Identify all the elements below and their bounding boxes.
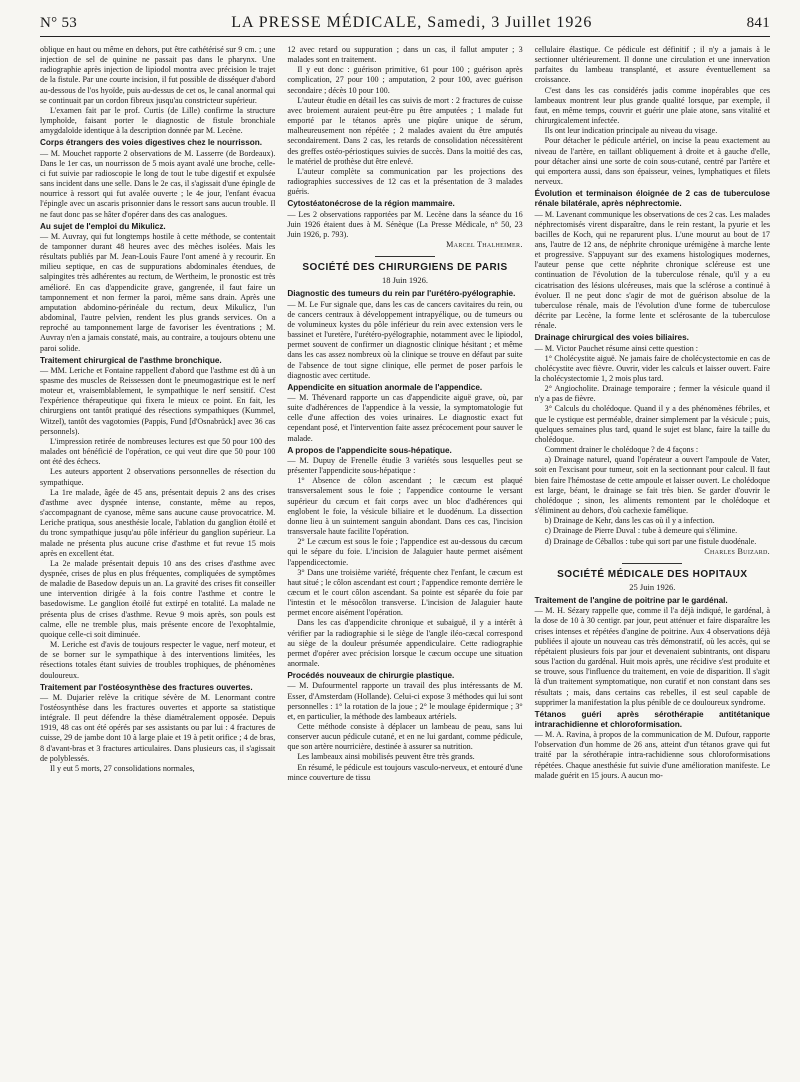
section-heading: Diagnostic des tumeurs du rein par l'urétéro-pyélographie.: [287, 289, 516, 299]
paragraph: La 2e malade présentait depuis 10 ans des crises d'asthme avec dyspnée, crises de plus en plus fréquentes, compliquées de symptômes de maladie de Basedow depuis un an. La gravité des crises fit conseiller une intervention dirigée à la fois contre l'asthme et contre le basedowisme. Le ganglion étoilé fut extirpé en totalité. La malade ne présenta plus de crises d'asthme. Revue 9 mois après, son pouls est calme, elle ne tremble plus, mais présente encore de l'exophtalmie, quoique celle-ci soit diminuée.: [40, 558, 276, 639]
paragraph: 1° Absence de côlon ascendant ; le cæcum est plaqué transversalement sous le foie ; l'appendice contourne le versant supérieur du cæcum et fait corps avec un bloc d'adhérences qui englobent le foie, la vésicule biliaire et le duodénum. La dissection donne lieu à un suintement sanguin abondant. Dans ces cas, l'incision transversale haute facilite l'opération.: [287, 476, 523, 537]
paragraph: En résumé, le pédicule est toujours vasculo-nerveux, et entouré d'une mince couverture de tissu: [287, 762, 523, 782]
section-heading: Traitement de l'angine de poitrine par le gardénal.: [534, 596, 728, 606]
paragraph: — M. A. Ravina, à propos de la communication de M. Dufour, rapporte l'observation d'un homme de 26 ans, atteint d'un tétanos grave qui fut traité par la sérothérapie intra-rachidienne sous chloroformisations répétées. Chaque anesthésie fut suivie d'une amélioration manifeste. Le malade guérit en 15 jours. A aucun mo-: [534, 730, 770, 780]
journal-title: LA PRESSE MÉDICALE, Samedi, 3 Juillet 1926: [231, 14, 593, 31]
column-1: [40, 45, 275, 783]
paragraph: 2° Le cæcum est sous le foie ; l'appendice est au-dessous du cæcum qui le sépare du foie. L'incision de Jalaguier haute permet aisément l'appendicectomie.: [287, 537, 523, 567]
paragraph: Les auteurs apportent 2 observations personnelles de résection du sympathique.: [40, 467, 276, 487]
paragraph: 3° Calculs du cholédoque. Quand il y a des phénomènes fébriles, et que le cystique est perméable, drainer simplement par la vésicule ; puis, quelques semaines plus tard, quand le sujet est blanc, faire la taille du cholédoque.: [534, 404, 770, 444]
paragraph: — MM. Leriche et Fontaine rappellent d'abord que l'asthme est dû à un spasme des muscles de Reissessen dont le pneumogastrique est le nerf moteur et, vraisemblablement, le sympathique le nerf sensitif. C'est l'expérience thérapeutique qui fixera le mieux ce point. En fait, les chirurgiens ont tantôt pratiqué des résections sympathiques (Kummel, Witzel), tantôt des vagotomies (Pappis, Fund [d'Osnabrück] avec 36 cas personnels).: [40, 365, 276, 436]
divider: [375, 256, 435, 257]
section-heading: Drainage chirurgical des voies biliaires.: [534, 333, 689, 343]
paragraph: — M. Dufourmentel rapporte un travail des plus intéressants de M. Esser, d'Amsterdam (Hollande). Celui-ci expose 3 méthodes qui lui sont personnelles : 1° la rotation de la joue ; 2° le moulage épidermique ; 3° et, en particulier, la méthode des lambeaux artériels.: [287, 681, 523, 721]
paragraph: cellulaire élastique. Ce pédicule est définitif ; il n'y a jamais à le sectionner ultérieurement. Il donne une circulation et une innervation parfaites du lambeau transplanté, et assure éventuellement sa croissance.: [534, 45, 770, 85]
paragraph: Comment drainer le cholédoque ? de 4 façons :: [544, 445, 699, 455]
paragraph: — M. Dupuy de Frenelle étudie 3 variétés sous lesquelles peut se présenter l'appendicite sous-hépatique :: [287, 455, 523, 476]
paragraph: Les lambeaux ainsi mobilisés peuvent être très grands.: [297, 752, 475, 762]
paragraph: Ils ont leur indication principale au niveau du visage.: [544, 126, 718, 136]
society-heading: SOCIÉTÉ DES CHIRURGIENS DE PARIS: [302, 262, 508, 274]
section-heading: Procédés nouveaux de chirurgie plastique.: [287, 671, 455, 681]
paragraph: La 1re malade, âgée de 45 ans, présentait depuis 2 ans des crises d'asthme avec dyspnée intense, constante, même au repos, s'accompagnant de cyanose, même sans aucune cause provocatrice. M. Leriche pratiqua, sous anesthésie locale, l'ablation du ganglion étoilé et du tronc sympathique jusqu'au pôle inférieur du ganglion supérieur. La malade ne présenta plus aucune crise d'asthme et fut revue 15 mois après en excellent état.: [40, 487, 276, 558]
divider: [622, 563, 682, 564]
paragraph: 1° Cholécystite aiguë. Ne jamais faire de cholécystectomie en cas de cholécystite avec fièvre. Ouvrir, vider les calculs et laisser ouvert. Faire la cholécystectomie 1, 2 mois plus tard.: [534, 353, 770, 383]
paragraph: M. Leriche est d'avis de toujours respecter le vague, nerf moteur, et de se borner sur le sympathique à des interventions limitées, les résections totales étant suivies de troubles trophiques, de phénomènes douloureux.: [40, 640, 276, 680]
section-heading: Cytostéatonécrose de la région mammaire.: [287, 199, 455, 209]
paragraph: — M. Thévenard rapporte un cas d'appendicite aiguë grave, où, par suite d'adhérences de l'appendice à la vessie, la symptomatologie fut celle d'une affection des voies urinaires. Le diagnostic exact fut cependant posé, et l'intervention faite assez précocement pour sauver le malade.: [287, 393, 523, 443]
paragraph: — M. Le Fur signale que, dans les cas de cancers cavitaires du rein, ou de cancers centraux à développement intrapyélique, ou de tumeurs ou de volumineux kystes du pôle inférieur du rein avec extension vers le bassinet et l'uretère, l'urétéro-pyélographie, notamment avec le lipiodol, permet souvent de confirmer un diagnostic clinique hésitant ; et même dans les cas assez nombreux où la clinique se trouve en défaut par suite de l'absence de tout signe clinique, elle permet de poser parfois le diagnostic avec certitude.: [287, 299, 523, 380]
column-3: [535, 45, 770, 783]
paragraph: Pour détacher le pédicule artériel, on incise la peau exactement au niveau de l'artère, en taillant obliquement à droite et à gauche d'elle, pour détacher ainsi une sorte de coin sous-cutané, centré par l'artère et qui emportera aussi, dans son épaisseur, veines, lymphatiques et filets nerveux.: [534, 136, 770, 187]
section-heading: Traitement chirurgical de l'asthme bronchique.: [40, 355, 222, 365]
paragraph: L'impression retirée de nombreuses lectures est que 50 pour 100 des malades ont bénéficié de l'opération, ce qui veut dire que 50 pour 100 ont été des échecs.: [40, 436, 276, 467]
author-signature: Marcel Thalheimer.: [446, 239, 523, 249]
paragraph: oblique en haut ou même en dehors, put être cathétérisé sur 9 cm. ; une injection de sel de quinine ne passait pas dans le pharynx. Une radiographie après injection de lipiodol montra avec précision le trajet de la fistule. Par une courte incision, il fut possible de disséquer d'abord au-dessous de l'os hyoïde, puis au-dessus de cet os, le canal anormal qui se continuait par un cordon fibreux jusqu'au constricteur supérieur.: [40, 45, 276, 105]
paragraph: a) Drainage naturel, quand l'opérateur a ouvert l'ampoule de Vater, soit en l'excisant pour tumeur, soit en la sectionnant pour calcul. Il faut bien faire l'hémostase de cette ampoule et laisser ouvert. Le cholédoque est large, béant, le drainage se fait très bien. Se garder d'ouvrir le cholédoque ; sinon, les aliments remontent par le cholédoque et s'éliminent au dehors, d'où cachexie famélique.: [534, 455, 770, 516]
paragraph: — M. Dujarier relève la critique sévère de M. Lenormant contre l'ostéosynthèse dans les fractures ouvertes et apporte sa statistique intégrale. Il peut défendre la thèse diamétralement opposée. Depuis 1919, 48 cas ont été opérés par ses assistants ou par lui : 4 fractures de cuisse, 29 de jambe dont 10 à large plaie et 19 à petit orifice ; 4 de bras, 8 d'avant-bras et 3 fractures articulaires. Dans plusieurs cas, il s'agissait de polyblessés.: [40, 692, 276, 763]
paragraph: 12 avec retard ou suppuration ; dans un cas, il fallut amputer ; 3 malades sont en traitement.: [287, 45, 523, 65]
paragraph: — M. Lavenant communique les observations de ces 2 cas. Les malades néphrectomisés virent disparaître, dans le rein restant, la pyurie et les bacilles de Koch, qui ne reparurent plus. L'une mourut au bout de 17 ans, l'autre de 12 ans, de néphrite chronique urémigène à marche lente et progressive. S'appuyant sur des examens histologiques modernes, l'auteur pense que cette néphrite chronique scléreuse est une continuation de l'évolution de la tuberculose rénale, qu'il y a eu cicatrisation des lésions ulcéreuses, mais que la sclérose a continué à évoluer. Il ne peut donc s'agir de mot de guérison absolue de la tuberculose rénale, mais de l'évolution d'une forme de tuberculose décrite par Lecène, la forme lente et sclérosante de la tuberculose rénale.: [534, 209, 770, 331]
page-header: [40, 14, 770, 37]
page-number: 841: [746, 15, 770, 31]
column-2: [287, 45, 522, 783]
session-date: 18 Juin 1926.: [381, 275, 429, 286]
paragraph: — M. H. Sézary rappelle que, comme il l'a déjà indiqué, le gardénal, à la dose de 10 à 30 centigr. par jour, peut atténuer et faire disparaître les crises intenses et répétées d'angine de poitrine. Aux 4 observations déjà publiées il ajoute un nouveau cas très démonstratif, où les accès, qui se répétaient plusieurs fois par jour et devenaient subintrants, ont disparu sous l'action du gardénal. Huit mois après, une récidive s'est produite et se trouve, sous l'influence du traitement, en voie de disparition. Il s'agit là d'un traitement symptomatique, non curatif et non constant dans ses résultats ; mais, dans certains cas rebelles, il est seul capable de supprimer la manifestation la plus pénible de ce douloureux syndrome.: [534, 606, 770, 707]
section-heading: Au sujet de l'emploi du Mikulicz.: [40, 221, 166, 231]
paragraph: — M. Auvray, qui fut longtemps hostile à cette méthode, se contentait de tamponner durant 48 heures avec des mèches isolées. Mais les résultats publiés par M. Jean-Louis Faure l'ont amené à y recourir. En milieu septique, en cas de suppurations abdominales étendues, de salpingites très adhérentes au rectum, de Wertheim, le pronostic est très amélioré. En cas d'appendicite grave, gangrenée, il faut faire un tamponnement et non fermer la paroi, même sans drain. Après une amputation abdomino-périnéale du rectum, deux Mikulicz, l'un abdominal, l'autre pelvien, rendent les plus grands services. On a reproché au tamponnement large de favoriser les éventrations ; M. Auvray n'en a jamais constaté, mais, au contraire, a toujours obtenu une paroi solide.: [40, 231, 276, 353]
paragraph: — M. Victor Pauchet résume ainsi cette question :: [534, 343, 699, 353]
issue-number: N° 53: [40, 15, 78, 31]
section-heading: A propos de l'appendicite sous-hépatique.: [287, 445, 452, 455]
section-heading: Tétanos guéri après sérothérapie antitétanique intrarachidienne et chloroformisation.: [534, 709, 770, 729]
paragraph: c) Drainage de Pierre Duval : tube à demeure qui s'élimine.: [544, 526, 738, 536]
paragraph: — Les 2 observations rapportées par M. Lecène dans la séance du 16 Juin 1926 étaient dues à M. Sénèque (La Presse Médicale, n° 50, 23 Juin 1926, p. 793).: [287, 209, 523, 239]
paragraph: Dans les cas d'appendicite chronique et subaiguë, il y a intérêt à vérifier par la radiographie si le siège de l'angle iléo-cæcal correspond au siège de la douleur présumée appendiculaire. Cette radiographie permet d'opérer avec précision lorsque le cæcum occupe une situation anormale.: [287, 618, 523, 669]
paragraph: — M. Mouchet rapporte 2 observations de M. Lasserre (de Bordeaux). Dans le 1er cas, un nourrisson de 5 mois ayant avalé une broche, celle-ci fut suivie par radioscopie le long de tout le tube digestif et expulsée sans incident dans une selle. Dans le 2e cas, il s'agissait d'une épingle de nourrice à ressort qui fut avalée ouverte ; le 4e jour, l'enfant évacua l'épingle avec un ascaris prisonnier dans le ressort sans aucun trouble. Il ne faut donc pas se hâter d'opérer dans des cas analogues.: [40, 148, 276, 219]
paragraph: b) Drainage de Kehr, dans les cas où il y a infection.: [544, 516, 715, 526]
paragraph: L'auteur étudie en détail les cas suivis de mort : 2 fractures de cuisse avec broiement auraient peut-être pu être amputées ; 1 malade fut emporté par le tétanos après une piqûre unique de sérum, malheureusement non répétée ; 2 malades avaient du être amputés secondairement. Dans 2 cas, les retards de consolidation nécessitèrent des greffes ostéo-périostiques suivies de succès. Dans la moitié des cas, le matériel de prothèse dut être enlevé.: [287, 95, 523, 166]
paragraph: d) Drainage de Céballos : tube qui sort par une fistule duodénale.: [544, 536, 757, 546]
section-heading: Évolution et terminaison éloignée de 2 cas de tuberculose rénale bilatérale, après néphrectomie.: [534, 189, 770, 209]
session-date: 25 Juin 1926.: [629, 581, 676, 592]
paragraph: L'examen fait par le prof. Curtis (de Lille) confirme la structure lymphoïde, faisant porter le diagnostic de fistule bronchiale amygdaloïde identique à la description donnée par M. Lecène.: [40, 105, 276, 136]
paragraph: L'auteur complète sa communication par les projections des radiographies successives de 12 cas et la présentation de 3 malades guéris.: [287, 166, 523, 197]
section-heading: Traitement par l'ostéosynthèse des fractures ouvertes.: [40, 682, 253, 692]
section-heading: Appendicite en situation anormale de l'appendice.: [287, 382, 483, 392]
paragraph: 3° Dans une troisième variété, fréquente chez l'enfant, le cæcum est haut situé ; le côlon ascendant est court ; l'appendice remonte derrière le cæcum et le court côlon ascendant. Sa pointe est séparée du foie par l'intestin et le mésocôlon transverse. L'incision de Jalaguier haute permet encore aisément l'opération.: [287, 567, 523, 618]
paragraph: C'est dans les cas considérés jadis comme inopérables que ces lambeaux montrent leur plus grande qualité lorsque, par exemple, il faut, en même temps, couvrir et guérir une plaie atone, sans vitalité et chirurgicalement infectée.: [534, 85, 770, 126]
paragraph: 2° Angiocholite. Drainage temporaire ; fermer la vésicule quand il n'y a pas de fièvre.: [534, 384, 770, 404]
society-heading: SOCIÉTÉ MÉDICALE DES HOPITAUX: [557, 568, 748, 580]
paragraph: Cette méthode consiste à déplacer un lambeau de peau, sans lui conserver aucun pédicule cutané, et en ne lui gardant, comme pédicule, que son artère nourricière, destinée à assurer sa nutrition.: [287, 722, 523, 752]
author-signature: Charles Buizard.: [704, 546, 770, 556]
paragraph: Il y eut 5 morts, 27 consolidations normales,: [50, 763, 195, 773]
paragraph: Il y eut donc : guérison primitive, 61 pour 100 ; guérison après complication, 27 pour 100 ; amputation, 2 pour 100, avec guérison secondaire ; décès 10 pour 100.: [287, 65, 523, 95]
section-heading: Corps étrangers des voies digestives chez le nourrisson.: [40, 138, 263, 148]
